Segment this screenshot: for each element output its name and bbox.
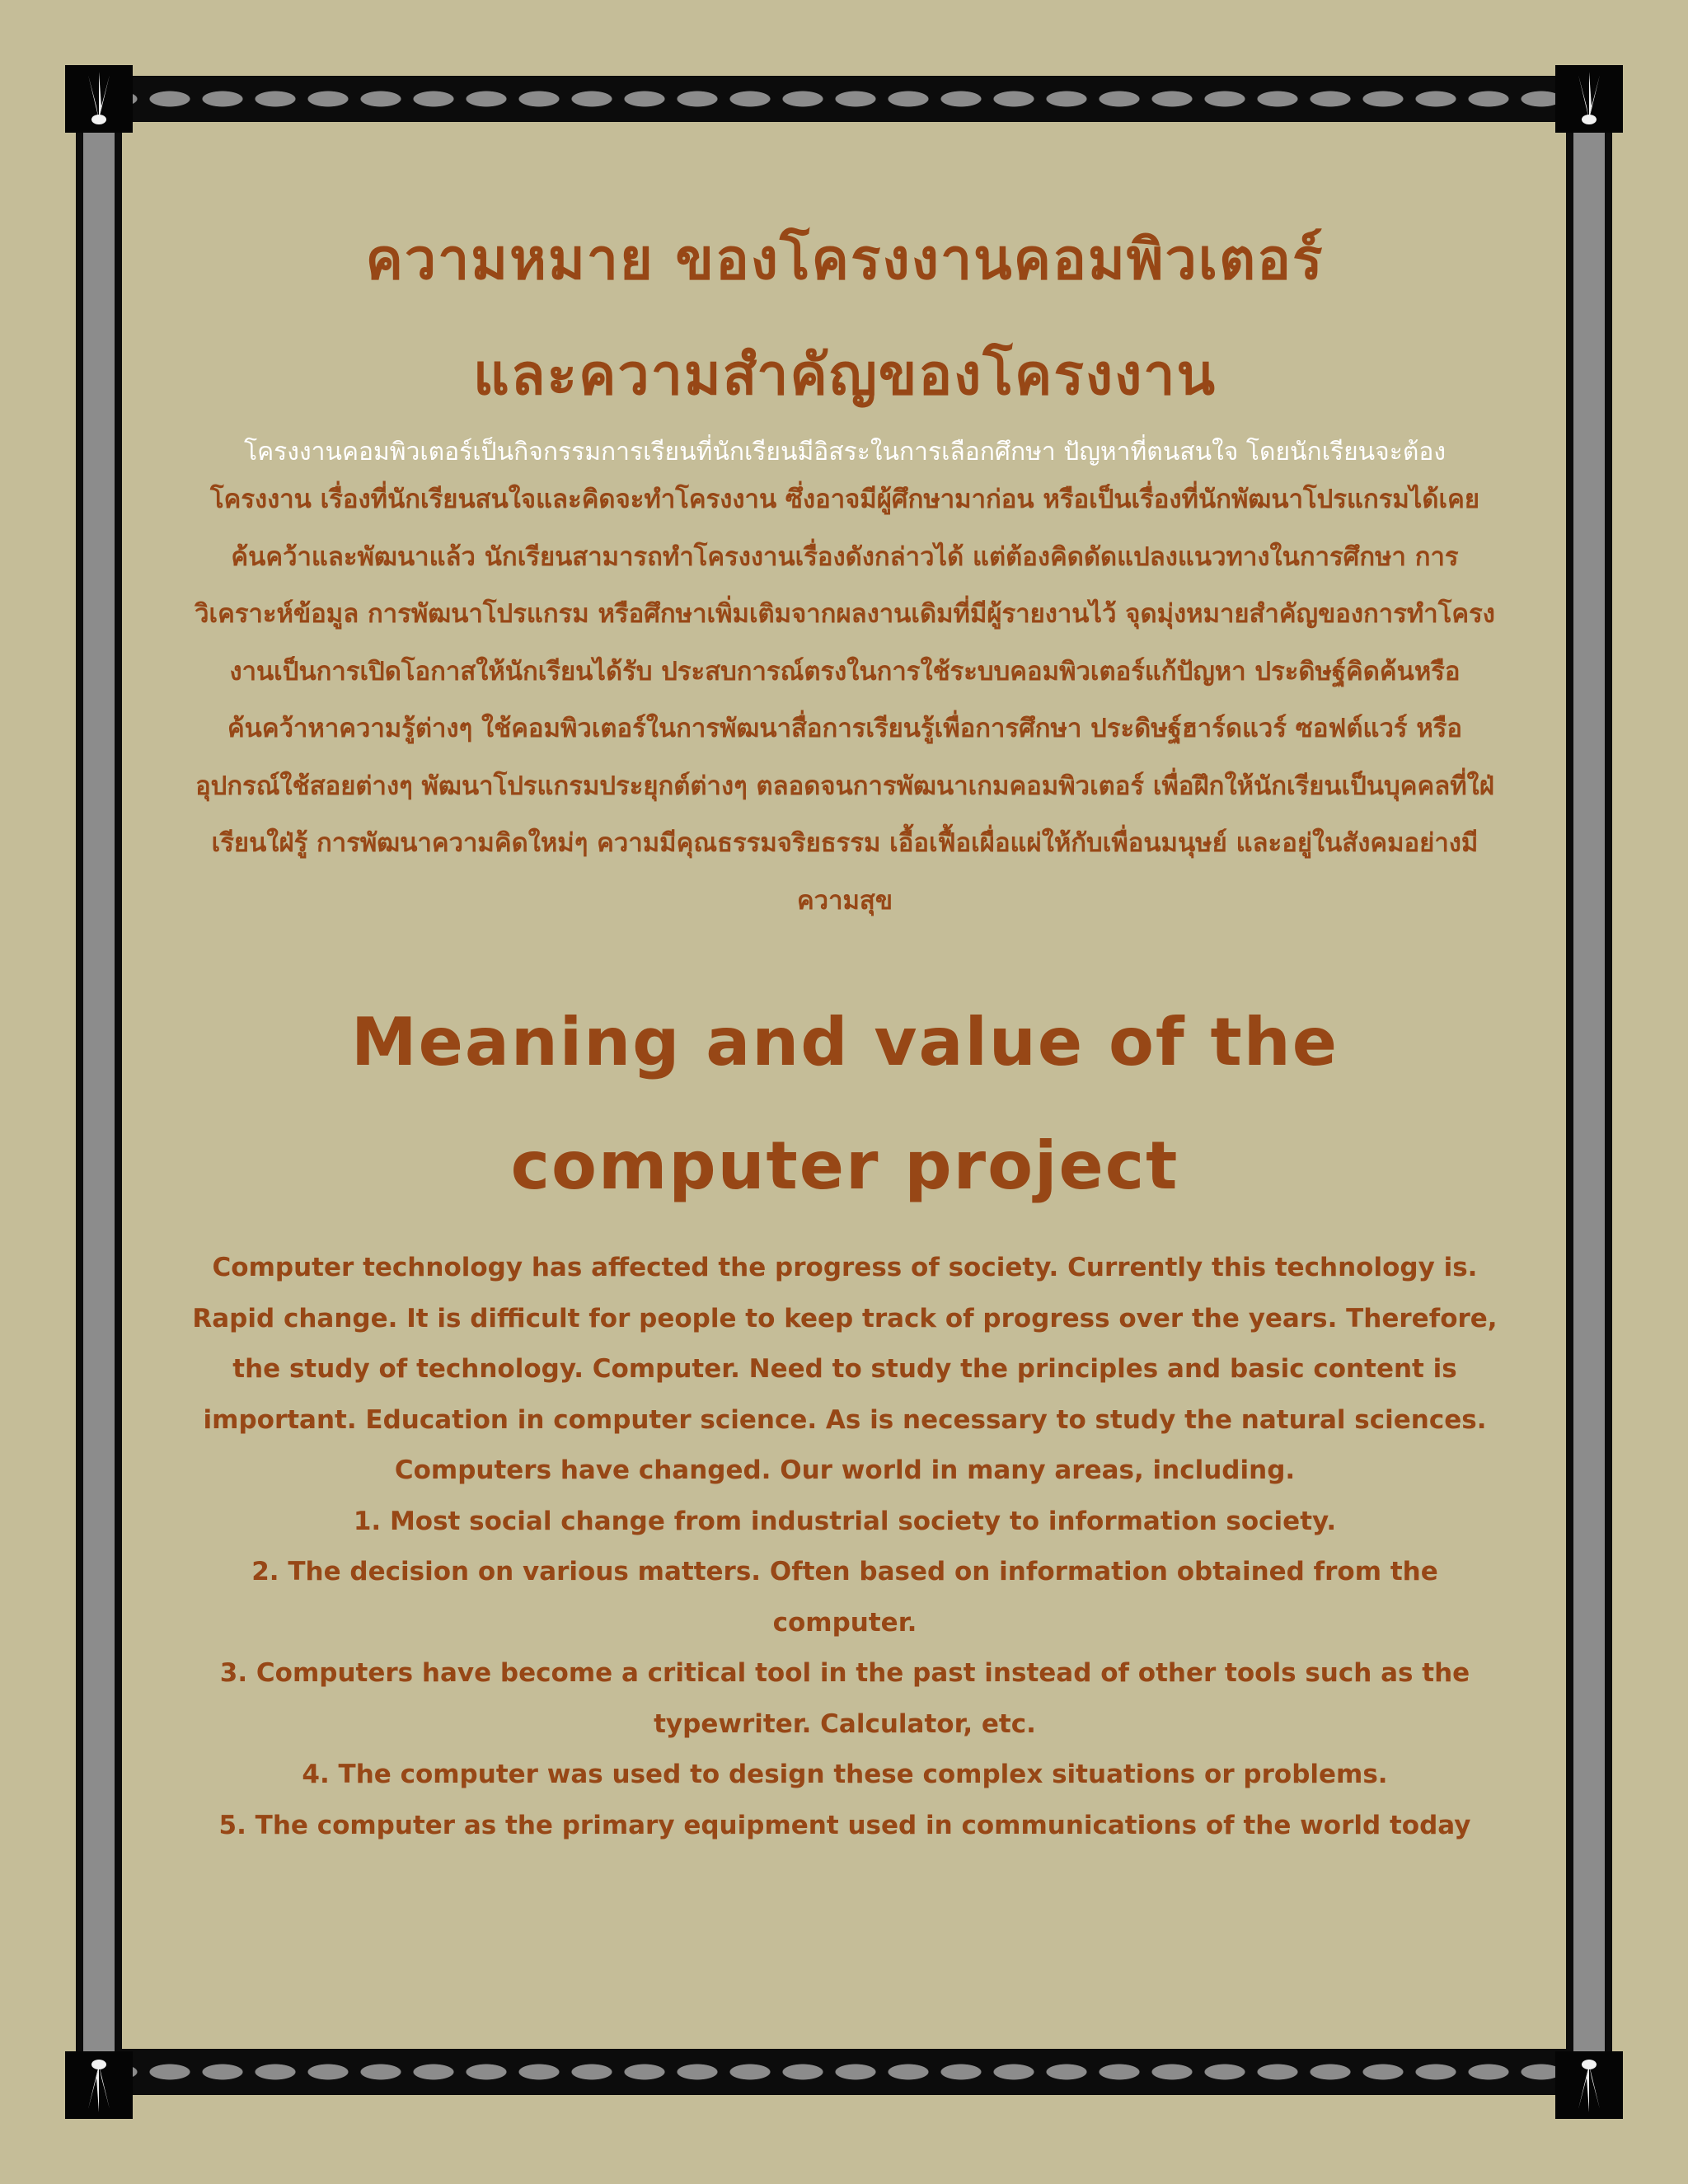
frame-bottom-border <box>91 2049 1597 2095</box>
english-list-item: 4. The computer was used to design these complex situations or problems. <box>302 1760 1388 1789</box>
frame-left-border <box>76 91 122 2093</box>
english-title-line-1: Meaning and value of the <box>350 1004 1339 1080</box>
english-list-item: 2. The decision on various matters. Often based on information obtained from the computer. <box>251 1557 1438 1638</box>
thai-title-line-2: และความสำคัญของโครงงาน <box>473 343 1217 408</box>
thai-body-paragraph: โครงงาน เรื่องที่นักเรียนสนใจและคิดจะทำโครงงาน ซึ่งอาจมีผู้ศึกษามาก่อน หรือเป็นเรื่องที่นักพัฒนาโปรแกรมได้เคยค้นคว้าและพัฒนาแล้ว นักเรียนสามารถทำโครงงานเรื่องดังกล่าวได้ แต่ต้องคิดดัดแปลงแนวทางในการศึกษา การวิเคราะห์ข้อมูล การพัฒนาโปรแกรม หรือศึกษาเพิ่มเติมจากผลงานเดิมที่มีผู้รายงานไว้ จุดมุ่งหมายสำคัญของการทำโครงงานเป็นการเปิดโอกาสให้นักเรียนได้รับ ประสบการณ์ตรงในการใช้ระบบคอมพิวเตอร์แก้ปัญหา ประดิษฐ์คิดค้นหรือค้นคว้าหาความรู้ต่างๆ ใช้คอมพิวเตอร์ในการพัฒนาสื่อการเรียนรู้เพื่อการศึกษา ประดิษฐ์ฮาร์ดแวร์ ซอฟต์แวร์ หรืออุปกรณ์ใช้สอยต่างๆ พัฒนาโปรแกรมประยุกต์ต่างๆ ตลอดจนการพัฒนาเกมคอมพิวเตอร์ เพื่อฝึกให้นักเรียนเป็นบุคคลที่ใฝ่เรียนใฝ่รู้ การพัฒนาความคิดใหม่ๆ ความมีคุณธรรมจริยธรรม เอื้อเฟื้อเผื่อแผ่ให้กับเพื่อนมนุษย์ และอยู่ในสังคมอย่างมีความสุข <box>195 485 1495 916</box>
english-list-item: 3. Computers have become a critical tool in the past instead of other tools such as the typewriter. Calculator, etc. <box>219 1658 1470 1739</box>
corner-ornament-icon <box>1555 65 1623 133</box>
english-title-line-2: computer project <box>510 1127 1179 1204</box>
thai-title <box>190 203 1500 434</box>
thai-lead-line: โครงงานคอมพิวเตอร์เป็นกิจกรรมการเรียนที่นักเรียนมีอิสระในการเลือกศึกษา ปัญหาที่ตนสนใจ โดยนักเรียนจะต้อง <box>244 438 1446 466</box>
corner-ornament-icon <box>65 65 133 133</box>
english-intro-paragraph: Computer technology has affected the progress of society. Currently this technology is. Rapid change. It is difficult for people to keep track of progress over the years. Therefore, the study of technology. Computer. Need to study the principles and basic content is important. Education in computer science. As is necessary to study the natural sciences. Computers have changed. Our world in many areas, including. <box>192 1253 1498 1485</box>
corner-ornament-icon <box>1555 2051 1623 2119</box>
frame-right-border <box>1566 91 1612 2093</box>
document-body <box>190 190 1500 1851</box>
english-body <box>190 1243 1500 1851</box>
english-list-item: 5. The computer as the primary equipment used in communications of the world today <box>218 1810 1471 1840</box>
corner-ornament-icon <box>65 2051 133 2119</box>
english-title <box>190 981 1500 1228</box>
frame-top-border <box>91 76 1597 122</box>
english-list-item: 1. Most social change from industrial society to information society. <box>353 1506 1337 1536</box>
thai-title-line-1: ความหมาย ของโครงงานคอมพิวเตอร์ <box>365 227 1325 293</box>
